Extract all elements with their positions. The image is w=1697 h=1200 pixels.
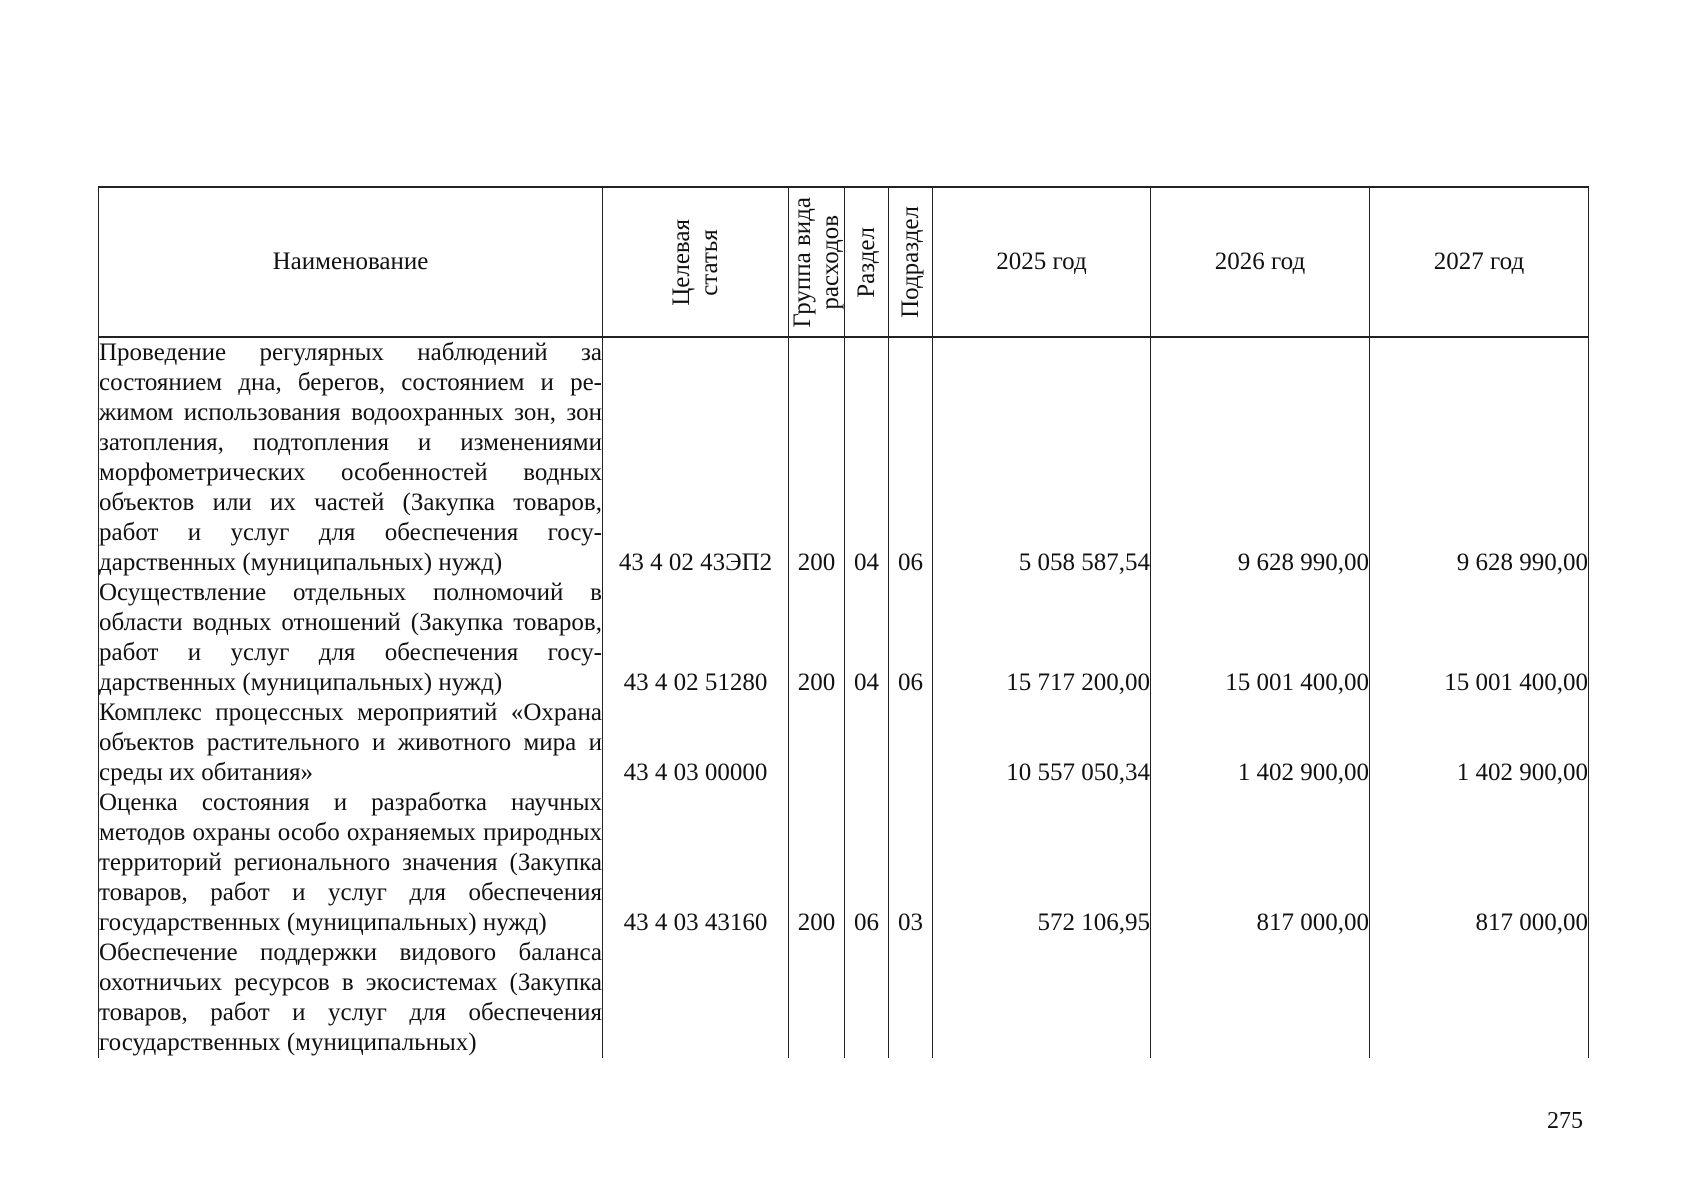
row-section <box>845 938 889 1058</box>
row-subsection: 06 <box>889 578 933 698</box>
row-2027: 817 000,00 <box>1370 788 1589 938</box>
row-name: Оценка состояния и разработка научных методов охраны особо охраняемых природных территорий регионального значения (Закупка товаров, работ и услуг для обеспечения государственных (муниципальных) нужд) <box>99 789 602 936</box>
header-group: Группа вида расходов <box>789 187 845 337</box>
row-2026: 1 402 900,00 <box>1151 698 1370 788</box>
row-2027: 15 001 400,00 <box>1370 578 1589 698</box>
header-2026: 2026 год <box>1151 187 1370 337</box>
table-row <box>99 337 1589 578</box>
row-section: 06 <box>845 788 889 938</box>
table-row <box>99 788 1589 938</box>
row-subsection: 03 <box>889 788 933 938</box>
table-row <box>99 698 1589 788</box>
row-name: Комплекс процессных мероприятий «Охрана объектов растительного и животного мира и среды их обитания» <box>99 699 602 786</box>
row-2026: 817 000,00 <box>1151 788 1370 938</box>
row-2025 <box>933 938 1151 1058</box>
row-subsection: 06 <box>889 337 933 578</box>
row-name: Обеспечение поддержки видового баланса охотничьих ресурсов в экосистемах (Закупка товаров, работ и услуг для обеспечения государственных (муниципальных) <box>99 939 602 1056</box>
row-2025: 5 058 587,54 <box>933 337 1151 578</box>
row-group <box>789 938 845 1058</box>
header-name: Наименование <box>99 187 603 337</box>
row-2025: 10 557 050,34 <box>933 698 1151 788</box>
header-2027: 2027 год <box>1370 187 1589 337</box>
row-2026: 9 628 990,00 <box>1151 337 1370 578</box>
row-2027: 1 402 900,00 <box>1370 698 1589 788</box>
row-2027 <box>1370 938 1589 1058</box>
row-section: 04 <box>845 578 889 698</box>
header-subsection: Подраздел <box>889 187 933 337</box>
row-target: 43 4 03 43160 <box>603 788 789 938</box>
row-2026: 15 001 400,00 <box>1151 578 1370 698</box>
row-section <box>845 698 889 788</box>
row-2025: 15 717 200,00 <box>933 578 1151 698</box>
row-subsection <box>889 698 933 788</box>
row-target: 43 4 03 00000 <box>603 698 789 788</box>
row-2026 <box>1151 938 1370 1058</box>
page-number: 275 <box>1547 1108 1583 1134</box>
row-2027: 9 628 990,00 <box>1370 337 1589 578</box>
row-2025: 572 106,95 <box>933 788 1151 938</box>
table-header-row <box>99 187 1589 337</box>
row-target <box>603 938 789 1058</box>
table-row <box>99 938 1589 1058</box>
header-target: Целевая статья <box>603 187 789 337</box>
header-2025: 2025 год <box>933 187 1151 337</box>
row-target: 43 4 02 43ЭП2 <box>603 337 789 578</box>
table-row <box>99 578 1589 698</box>
row-name: Проведение регулярных наблюдений за состоянием дна, берегов, состоянием и режимом использования водоохранных зон, зон затопления, подтопления и изменениями морфометрических особенностей водных объектов или их частей (Закупка товаров, работ и услуг для обеспечения государственных (муниципальных) нужд) <box>99 339 602 576</box>
row-group: 200 <box>789 788 845 938</box>
row-section: 04 <box>845 337 889 578</box>
budget-table <box>98 186 1589 1058</box>
row-group: 200 <box>789 578 845 698</box>
row-group: 200 <box>789 337 845 578</box>
row-target: 43 4 02 51280 <box>603 578 789 698</box>
row-name: Осуществление отдельных полномочий в области водных отношений (Закупка товаров, работ и услуг для обеспечения государственных (муниципальных) нужд) <box>99 579 602 696</box>
row-subsection <box>889 938 933 1058</box>
header-section: Раздел <box>845 187 889 337</box>
row-group <box>789 698 845 788</box>
